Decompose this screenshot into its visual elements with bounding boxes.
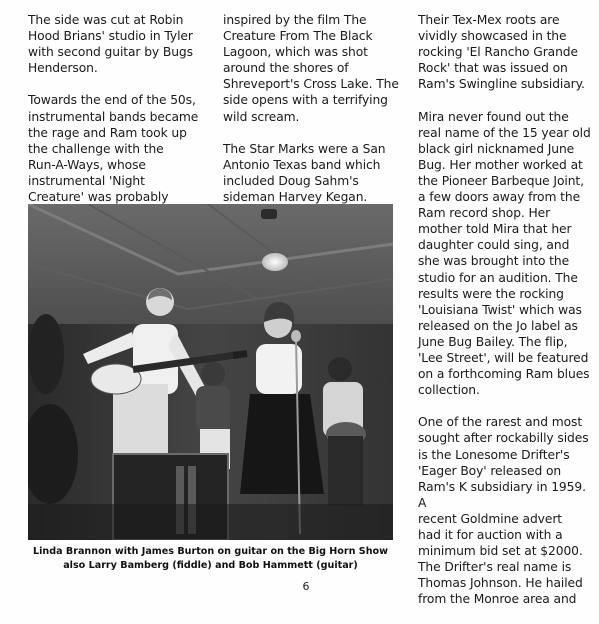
paragraph-star-marks: The Star Marks were a San Antonio Texas band which included Doug Sahm's sideman Harvey Kegan. bbox=[223, 141, 386, 205]
paragraph-lonesome-drifter: One of the rarest and most sought after rockabilly sides is the Lonesome Drifter's 'Eager Boy' released on Ram's K subsidiary in 1959. A recent Goldmine advert had it for auction with a minimum bid set at $2000. The Drifter's real name is Thomas Johnson. He hailed from the Monroe area and bbox=[418, 415, 589, 607]
text-column-left bbox=[28, 12, 204, 221]
band-photo-illustration bbox=[28, 204, 393, 540]
paragraph-june-bug: Mira never found out the real name of the 15 year old black girl nicknamed June Bug. Her mother worked at the Pioneer Barbeque Joint, a few doors away from the Ram record shop. Her mother told Mira that her daughter could sing, and she was brought into the studio for an audition. The results were the rocking 'Louisiana Twist' which was released on the Jo label as June Bug Bailey. The flip, 'Lee Street', will be featured on a forthcoming Ram blues collection. bbox=[418, 109, 591, 398]
paragraph-tex-mex: Their Tex-Mex roots are vividly showcased in the rocking 'El Rancho Grande Rock' that was issued on Ram's Swingline subsidiary. bbox=[418, 13, 585, 92]
page-number: 6 bbox=[302, 580, 310, 593]
paragraph-run-a-ways: Towards the end of the 50s, instrumental bands became the rage and Ram took up the challenge with the Run-A-Ways, whose instrumental 'Night Creature' was probably bbox=[28, 93, 199, 205]
text-column-right bbox=[418, 12, 594, 624]
photo-caption: Linda Brannon with James Burton on guitar on the Big Horn Show also Larry Bamberg (fiddle) and Bob Hammett (guitar) bbox=[32, 546, 388, 571]
paragraph-night-creature: inspired by the film The Creature From The Black Lagoon, which was shot around the shores of Shreveport's Cross Lake. The side opens with a terrifying wild scream. bbox=[223, 13, 399, 124]
band-photo bbox=[28, 204, 393, 540]
paragraph-robin-hood-studio: The side was cut at Robin Hood Brians' studio in Tyler with second guitar by Bugs Henderson. bbox=[28, 13, 193, 76]
text-column-middle bbox=[223, 12, 400, 221]
